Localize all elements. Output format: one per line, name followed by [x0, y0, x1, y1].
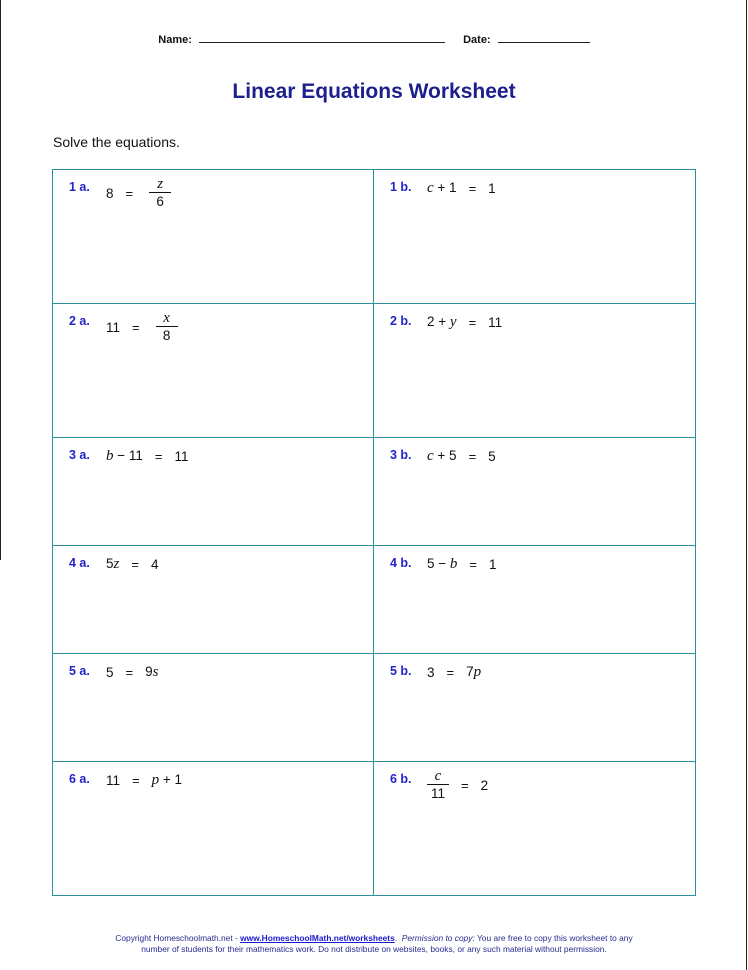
lhs: 2 + y: [427, 314, 457, 330]
rhs: 9s: [145, 664, 159, 680]
fraction: [427, 768, 449, 802]
lhs: 11: [106, 319, 121, 335]
rhs: 5: [488, 449, 496, 464]
numerator: z: [157, 176, 164, 192]
fraction: [156, 310, 178, 344]
copyright-text: Copyright Homeschoolmath.net -: [115, 933, 241, 943]
problem-number: 3 b.: [390, 448, 412, 462]
equation-5b: [427, 664, 481, 681]
problem-number: 5 a.: [69, 664, 90, 678]
problem-cell-4a: [53, 546, 374, 654]
equals-sign: =: [468, 315, 477, 330]
equals-sign: =: [446, 665, 455, 680]
rhs: 1: [489, 557, 497, 572]
equation-1b: [427, 180, 496, 197]
lhs: 5: [106, 665, 114, 680]
problem-number: 1 b.: [390, 180, 412, 194]
numerator: c: [434, 768, 442, 784]
rhs: 1: [488, 181, 496, 196]
problem-cell-2b: [374, 304, 696, 438]
lhs: c + 5: [427, 448, 457, 464]
numerator: x: [163, 310, 170, 326]
equals-sign: =: [154, 449, 163, 464]
problem-number: 4 b.: [390, 556, 412, 570]
permission-text-line2: number of students for their mathematics work. Do not distribute on websites, books, or any such material without permission.: [141, 944, 607, 954]
lhs: 11: [106, 773, 121, 788]
equation-2a: [106, 310, 178, 344]
rhs: 11: [488, 315, 503, 330]
problem-cell-5a: [53, 654, 374, 762]
lhs: b − 11: [106, 448, 143, 464]
problem-cell-4b: [374, 546, 696, 654]
lhs: 3: [427, 665, 435, 680]
equation-4b: [427, 556, 497, 573]
page-right-edge: [746, 0, 747, 970]
name-label: Name:: [158, 34, 192, 46]
name-blank[interactable]: [199, 32, 445, 43]
lhs: 8: [106, 185, 114, 201]
worksheets-link[interactable]: www.HomeschoolMath.net/worksheets: [240, 933, 395, 943]
date-label: Date:: [463, 34, 491, 46]
denominator: 6: [156, 194, 164, 209]
fraction: [149, 176, 171, 210]
equals-sign: =: [468, 181, 477, 196]
problem-cell-1a: [53, 170, 374, 304]
problem-number: 6 b.: [390, 772, 412, 786]
rhs: 4: [150, 557, 159, 572]
equation-2b: [427, 314, 502, 331]
equation-3a: [106, 448, 189, 465]
equation-4a: [106, 556, 158, 573]
problem-number: 2 a.: [69, 314, 90, 328]
problem-number: 6 a.: [69, 772, 90, 786]
problem-cell-3a: [53, 438, 374, 546]
equals-sign: =: [125, 665, 134, 680]
instructions: Solve the equations.: [53, 134, 180, 150]
name-date-line: [0, 32, 748, 46]
denominator: 8: [162, 328, 171, 343]
equals-sign: =: [132, 319, 140, 335]
equation-6a: [106, 772, 182, 789]
problem-number: 5 b.: [390, 664, 412, 678]
rhs: 2: [480, 777, 489, 793]
lhs: c + 1: [427, 180, 457, 196]
problem-grid: [52, 169, 696, 896]
equals-sign: =: [132, 773, 140, 788]
equals-sign: =: [125, 185, 134, 201]
problem-cell-3b: [374, 438, 696, 546]
problem-cell-6b: [374, 762, 696, 896]
problem-cell-1b: [374, 170, 696, 304]
permission-text: You are free to copy this worksheet to any: [474, 933, 633, 943]
rhs: p + 1: [151, 772, 183, 788]
equation-6b: [427, 768, 488, 802]
problem-number: 1 a.: [69, 180, 90, 194]
rhs: 7p: [466, 664, 482, 680]
equation-1a: [106, 176, 171, 210]
equation-5a: [106, 664, 158, 681]
problem-cell-2a: [53, 304, 374, 438]
problem-number: 3 a.: [69, 448, 90, 462]
problem-cell-5b: [374, 654, 696, 762]
equals-sign: =: [461, 777, 469, 793]
denominator: 11: [430, 786, 445, 801]
equals-sign: =: [131, 557, 139, 572]
lhs: 5 − b: [427, 556, 458, 572]
lhs: 5z: [106, 556, 120, 572]
equals-sign: =: [469, 557, 477, 572]
worksheet-title: Linear Equations Worksheet: [232, 80, 516, 103]
date-blank[interactable]: [498, 32, 590, 43]
problem-cell-6a: [53, 762, 374, 896]
problem-number: 4 a.: [69, 556, 90, 570]
equation-3b: [427, 448, 496, 465]
copyright-footer: Copyright Homeschoolmath.net - www.HomeschoolMath.net/worksheets. Permission to copy: You are free to copy this worksheet to any number of students for their mathematics work. Do not distribute on websites, books, or any such material without permission.: [0, 933, 748, 955]
permission-label: Permission to copy:: [401, 933, 475, 943]
problem-number: 2 b.: [390, 314, 412, 328]
rhs: 11: [174, 449, 189, 464]
equals-sign: =: [468, 449, 477, 464]
